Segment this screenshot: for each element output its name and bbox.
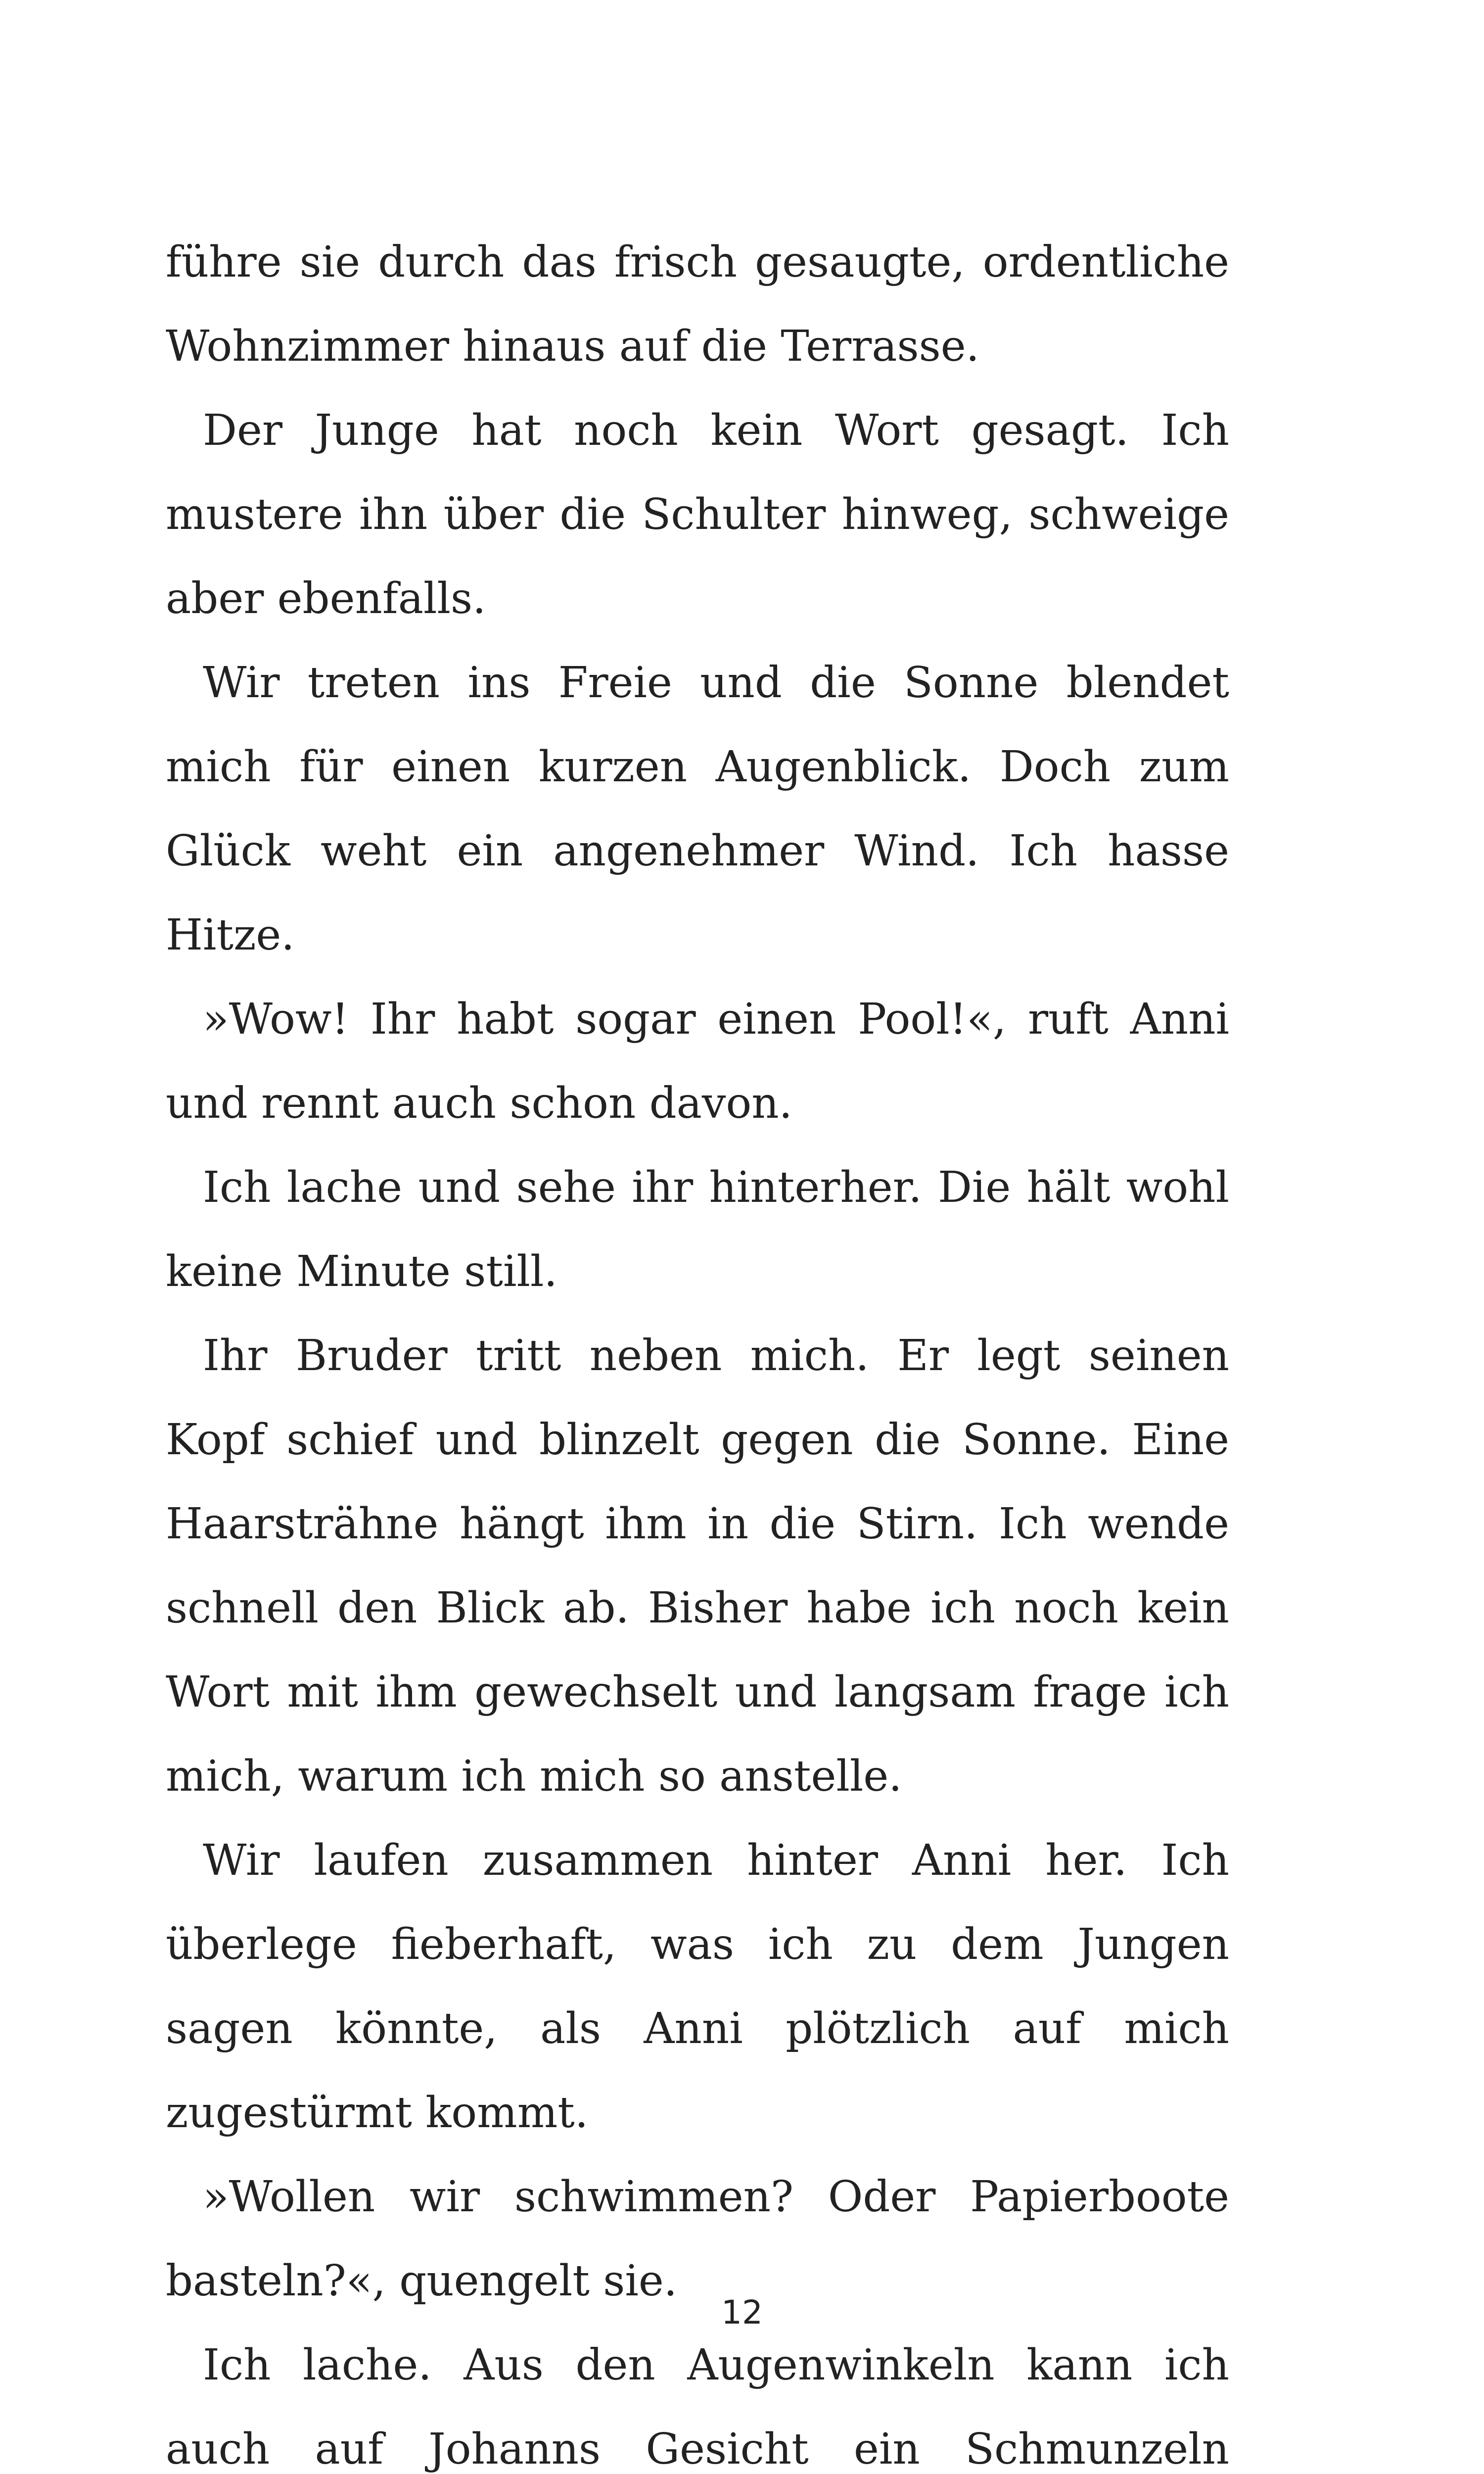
paragraph: führe sie durch das frisch gesaugte, ordentliche Wohnzimmer hinaus auf die Terrasse. — [166, 238, 1229, 371]
page-number: 12 — [721, 2293, 763, 2331]
paragraph: Ich lache und sehe ihr hinterher. Die hält wohl keine Minute still. — [166, 1163, 1229, 1296]
body-text — [166, 220, 1229, 2474]
paragraph: Wir laufen zusammen hinter Anni her. Ich überlege fieberhaft, was ich zu dem Jungen sagen könnte, als Anni plötzlich auf mich zugestürmt kommt. — [166, 1836, 1229, 2138]
paragraph: Wir treten ins Freie und die Sonne blendet mich für einen kurzen Augenblick. Doch zum Glück weht ein angenehmer Wind. Ich hasse Hitze. — [166, 658, 1229, 960]
paragraph: »Wollen wir schwimmen? Oder Papierboote basteln?«, quengelt sie. — [166, 2172, 1229, 2306]
paragraph: Ich lache. Aus den Augenwinkeln kann ich auch auf Johanns Gesicht ein Schmunzeln — [166, 2340, 1229, 2474]
paragraph: »Wow! Ihr habt sogar einen Pool!«, ruft Anni und rennt auch schon davon. — [166, 995, 1229, 1128]
paragraph: Der Junge hat noch kein Wort gesagt. Ich mustere ihn über die Schulter hinweg, schweige aber ebenfalls. — [166, 406, 1229, 623]
paragraph: Ihr Bruder tritt neben mich. Er legt seinen Kopf schief und blinzelt gegen die Sonne. Eine Haarsträhne hängt ihm in die Stirn. Ich wende schnell den Blick ab. Bisher habe ich noch kein Wort mit ihm gewechselt und langsam frage ich mich, warum ich mich so anstelle. — [166, 1331, 1229, 1801]
